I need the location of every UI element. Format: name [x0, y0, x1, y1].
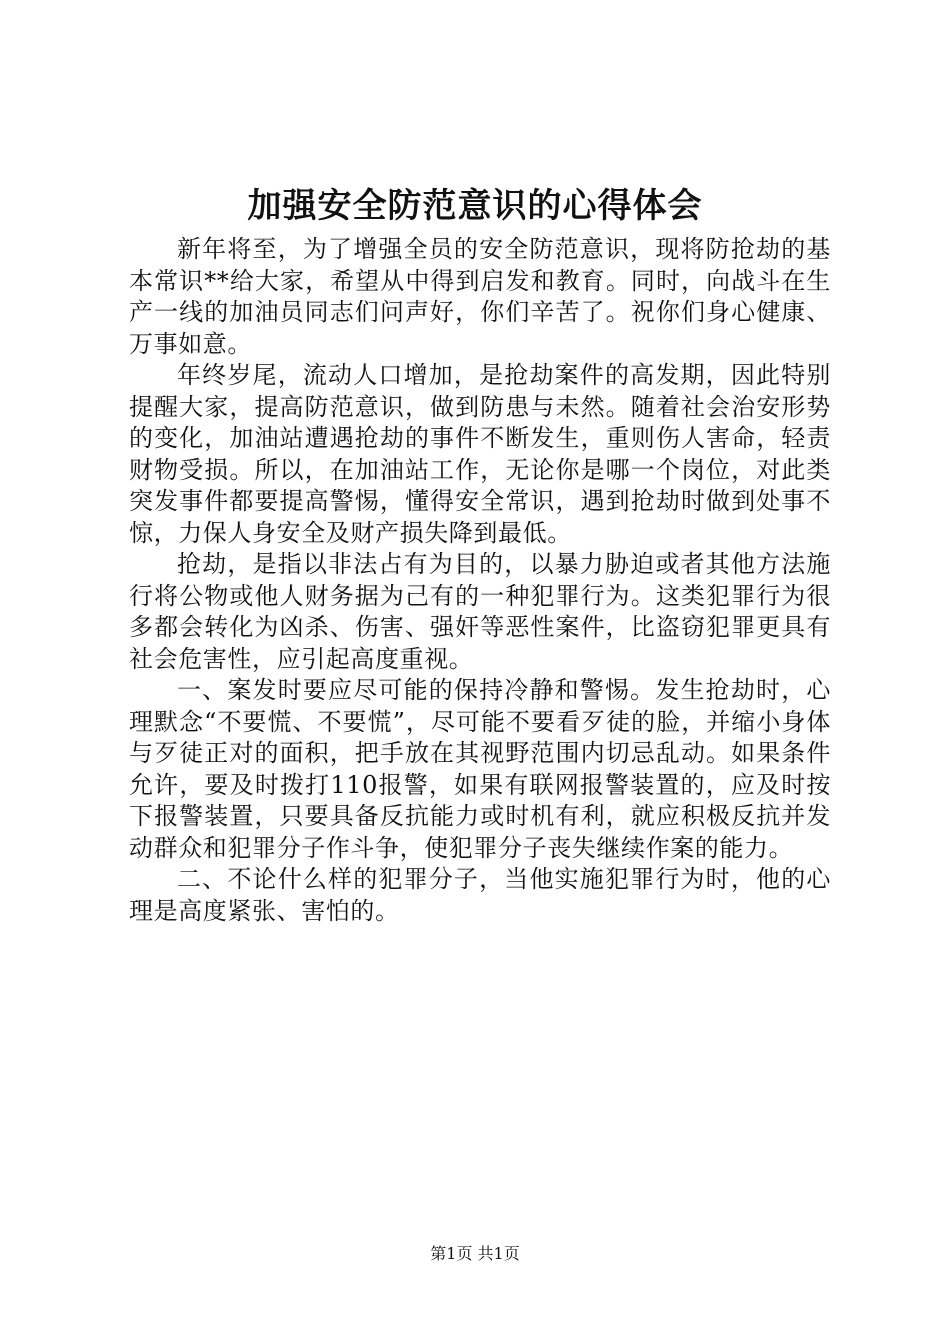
- paragraph-year-end: 年终岁尾，流动人口增加，是抢劫案件的高发期，因此特别提醒大家，提高防范意识，做到防患与未然。随着社会治安形势的变化，加油站遭遇抢劫的事件不断发生，重则伤人害命，轻责财物受损。所以，在加油站工作，无论你是哪一个岗位，对此类突发事件都要提高警惕，懂得安全常识，遇到抢劫时做到处事不惊，力保人身安全及财产损失降到最低。: [129, 361, 831, 547]
- document-body: [129, 234, 831, 927]
- paragraph-intro: 新年将至，为了增强全员的安全防范意识，现将防抢劫的基本常识**给大家，希望从中得到启发和教育。同时，向战斗在生产一线的加油员同志们问声好，你们辛苦了。祝你们身心健康、万事如意。: [129, 235, 831, 358]
- page-number-footer: 第1页 共1页: [430, 1244, 520, 1263]
- document-title: 加强安全防范意识的心得体会: [247, 186, 703, 226]
- paragraph-point-one: 一、案发时要应尽可能的保持冷静和警惕。发生抢劫时，心理默念“不要慌、不要慌”，尽可能不要看歹徒的脸，并缩小身体与歹徒正对的面积，把手放在其视野范围内切忌乱动。如果条件允许，要及时拨打110报警，如果有联网报警装置的，应及时按下报警装置，只要具备反抗能力或时机有利，就应积极反抗并发动群众和犯罪分子作斗争，使犯罪分子丧失继续作案的能力。: [129, 676, 831, 862]
- paragraph-robbery-definition: 抢劫，是指以非法占有为目的，以暴力胁迫或者其他方法施行将公物或他人财务据为己有的一种犯罪行为。这类犯罪行为很多都会转化为凶杀、伤害、强奸等恶性案件，比盗窃犯罪更具有社会危害性，应引起高度重视。: [129, 550, 831, 673]
- paragraph-point-two: 二、不论什么样的犯罪分子，当他实施犯罪行为时，他的心理是高度紧张、害怕的。: [129, 865, 831, 925]
